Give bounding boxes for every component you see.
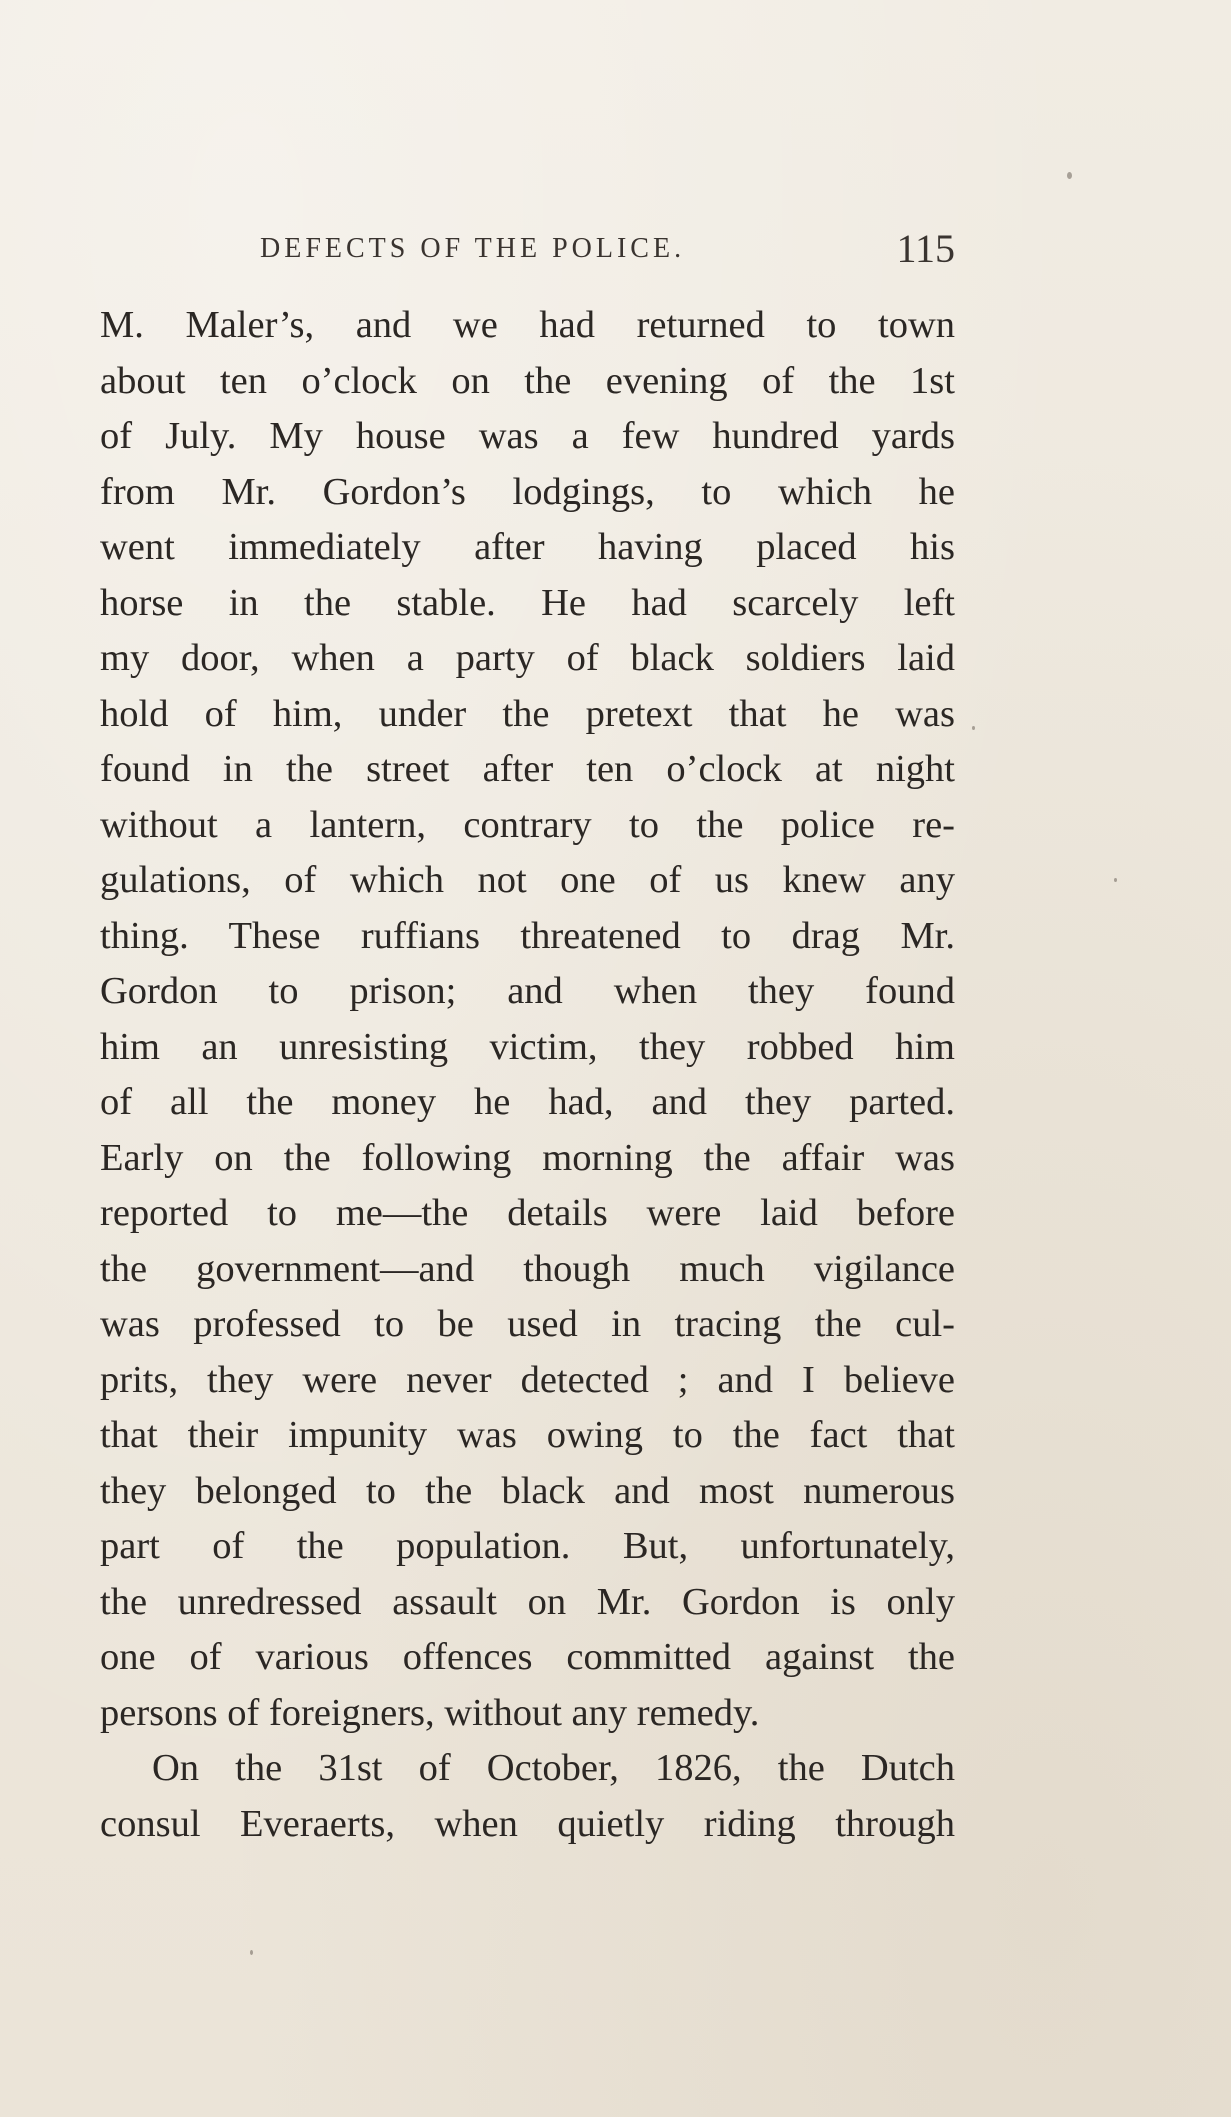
text-line: about ten o’clock on the evening of the 1st	[100, 359, 955, 402]
text-line: prits, they were never detected ; and I believe	[100, 1358, 955, 1401]
text-line: M. Maler’s, and we had returned to town	[100, 304, 955, 346]
text-line: Early on the following morning the affair was	[100, 1136, 955, 1179]
paper-speck	[972, 726, 975, 730]
text-line: was professed to be used in tracing the cul-	[100, 1303, 955, 1345]
text-line: the unredressed assault on Mr. Gordon is only	[100, 1580, 955, 1623]
text-line: my door, when a party of black soldiers laid	[100, 637, 955, 679]
text-line: him an unresisting victim, they robbed him	[100, 1025, 955, 1068]
paper-speck	[1067, 172, 1072, 179]
text-line: of July. My house was a few hundred yards	[100, 415, 955, 457]
text-line: that their impunity was owing to the fact that	[100, 1414, 955, 1456]
text-line: persons of foreigners, without any remedy.	[100, 1691, 760, 1734]
text-line: part of the population. But, unfortunately,	[100, 1525, 955, 1567]
text-line: found in the street after ten o’clock at night	[100, 748, 955, 790]
text-line: one of various offences committed against the	[100, 1636, 955, 1678]
text-line: Gordon to prison; and when they found	[100, 970, 955, 1012]
body-text	[100, 298, 955, 1852]
running-title: DEFECTS OF THE POLICE.	[260, 233, 686, 264]
text-line: reported to me—the details were laid before	[100, 1192, 955, 1234]
text-line: they belonged to the black and most numerous	[100, 1469, 955, 1512]
text-line: gulations, of which not one of us knew any	[100, 859, 955, 901]
paper-speck	[1114, 878, 1117, 882]
page-header	[100, 225, 955, 275]
paper-speck	[250, 1950, 253, 1955]
text-line: thing. These ruffians threatened to drag Mr.	[100, 914, 955, 957]
text-line: horse in the stable. He had scarcely left	[100, 581, 955, 624]
text-line: of all the money he had, and they parted.	[100, 1081, 955, 1123]
text-line: consul Everaerts, when quietly riding through	[100, 1802, 955, 1845]
page-number: 115	[896, 226, 955, 271]
text-line: went immediately after having placed his	[100, 526, 955, 568]
text-line: hold of him, under the pretext that he was	[100, 692, 955, 735]
paragraph-start-line: On the 31st of October, 1826, the Dutch	[152, 1747, 955, 1789]
text-line: without a lantern, contrary to the police re-	[100, 803, 955, 846]
text-line: from Mr. Gordon’s lodgings, to which he	[100, 470, 955, 513]
text-line: the government—and though much vigilance	[100, 1247, 955, 1290]
